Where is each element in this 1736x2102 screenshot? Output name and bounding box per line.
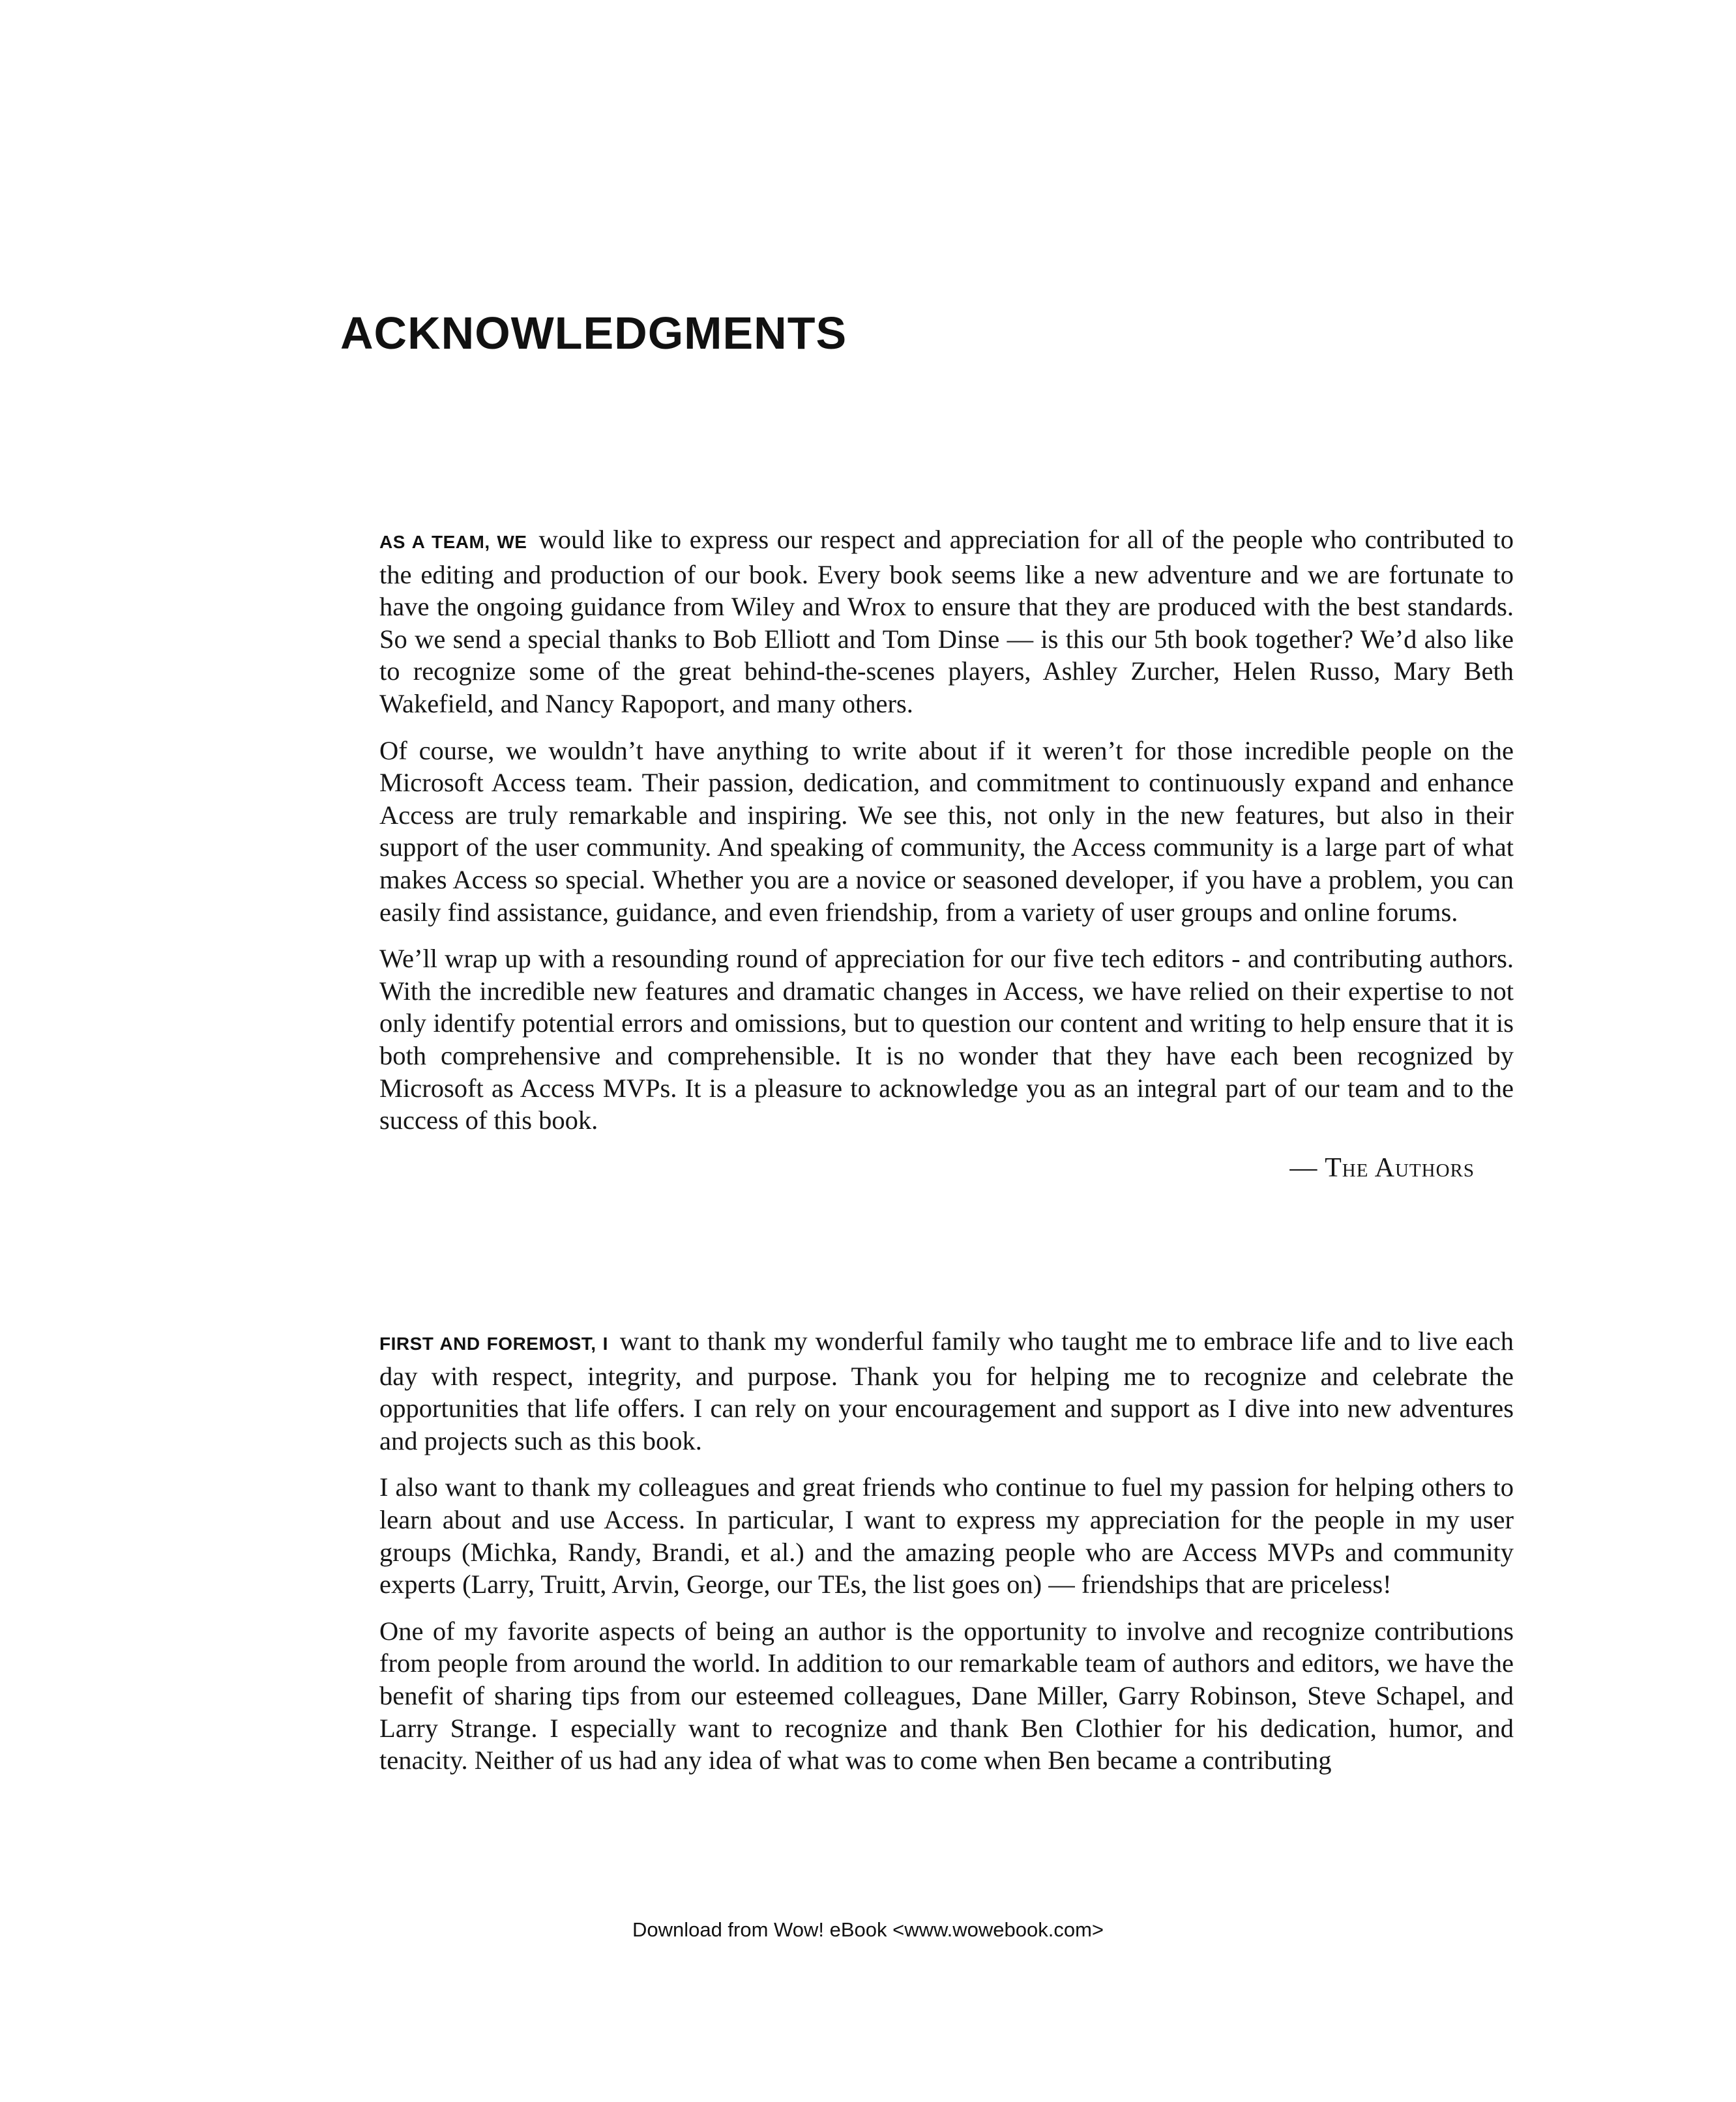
run-in-heading: FIRST AND FOREMOST, I bbox=[379, 1334, 608, 1354]
page-title: ACKNOWLEDGMENTS bbox=[340, 308, 847, 358]
paragraph: We’ll wrap up with a resounding round of appreciation for our five tech editors - and contributing authors. With the incredible new features and dramatic changes in Access, we have relied on their expertise to not only identify potential errors and omissions, but to question our content and writing to help ensure that it is both comprehensive and comprehensible. It is no wonder that they have each been recognized by Microsoft as Access MVPs. It is a pleasure to acknowledge you as an integral part of our team and to the success of this book. bbox=[379, 944, 1514, 1135]
paragraph-text: want to thank my wonderful family who taught me to embrace life and to live each day with respect, integrity, and purpose. Thank you for helping me to recognize and celebrate the opportunities that life offers. I can rely on your encouragement and support as I dive into new adventures and projects such as this book. bbox=[379, 1326, 1514, 1455]
paragraph: One of my favorite aspects of being an author is the opportunity to involve and recognize contributions from people from around the world. In addition to our remarkable team of authors and editors, we have the benefit of sharing tips from our esteemed colleagues, Dane Miller, Garry Robinson, Steve Schapel, and Larry Strange. I especially want to recognize and thank Ben Clothier for his dedication, humor, and tenacity. Neither of us had any idea of what was to come when Ben became a contributing bbox=[379, 1616, 1514, 1775]
signature: — The Authors bbox=[1289, 1152, 1475, 1183]
paragraph bbox=[379, 1325, 1514, 1457]
download-footer: Download from Wow! eBook <www.wowebook.com> bbox=[632, 1918, 1104, 1941]
personal-acknowledgment-section bbox=[379, 1325, 1514, 1791]
paragraph: I also want to thank my colleagues and great friends who continue to fuel my passion for helping others to learn about and use Access. In particular, I want to express my appreciation for the people in my user groups (Michka, Randy, Brandi, et al.) and the amazing people who are Access MVPs and community experts (Larry, Truitt, Arvin, George, our TEs, the list goes on) — friendships that are priceless! bbox=[379, 1472, 1514, 1599]
run-in-heading: AS A TEAM, WE bbox=[379, 532, 527, 552]
paragraph-text: would like to express our respect and appreciation for all of the people who contributed to the editing and production of our book. Every book seems like a new adventure and we are fortunate to have the ongoing guidance from Wiley and Wrox to ensure that they are produced with the best standards. So we send a special thanks to Bob Elliott and Tom Dinse — is this our 5th book together? We’d also like to recognize some of the great behind-the-scenes players, Ashley Zurcher, Helen Russo, Mary Beth Wakefield, and Nancy Rapoport, and many others. bbox=[379, 525, 1514, 718]
team-acknowledgment-section bbox=[379, 523, 1514, 1184]
paragraph: Of course, we wouldn’t have anything to write about if it weren’t for those incredible people on the Microsoft Access team. Their passion, dedication, and commitment to continuously expand and enhance Access are truly remarkable and inspiring. We see this, not only in the new features, but also in their support of the user community. And speaking of community, the Access community is a large part of what makes Access so special. Whether you are a novice or seasoned developer, if you have a problem, you can easily find assistance, guidance, and even friendship, from a variety of user groups and online forums. bbox=[379, 735, 1514, 927]
paragraph bbox=[379, 523, 1514, 720]
